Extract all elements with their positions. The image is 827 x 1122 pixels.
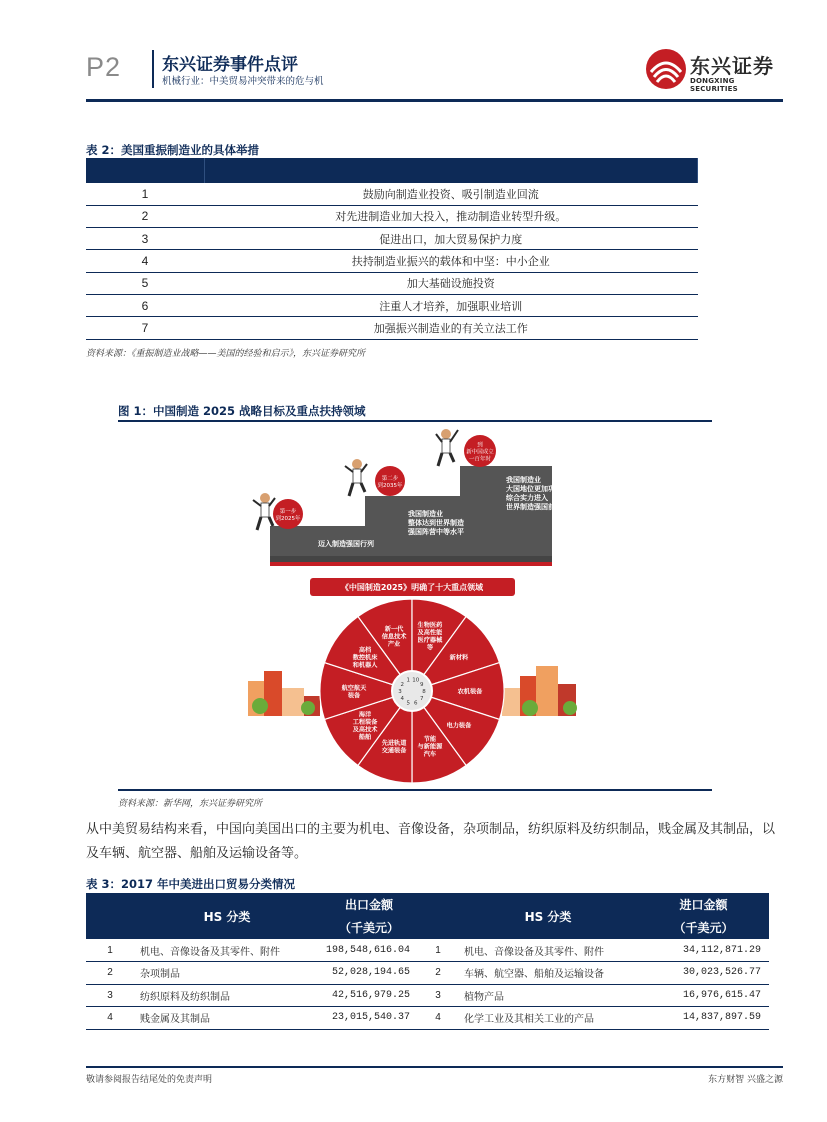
header-cell (86, 893, 134, 939)
step-text: 我国制造业 (408, 510, 443, 518)
row-number: 1 (86, 183, 204, 205)
table-row (86, 984, 769, 1007)
table-row (86, 250, 698, 272)
import-value: 16,976,615.47 (638, 984, 769, 1007)
step-text: 大国地位更加巩固 (506, 485, 562, 493)
figure1-source: 资料来源：新华网，东兴证券研究所 (118, 799, 263, 809)
report-title: 东兴证券事件点评 (162, 55, 298, 75)
table-row (86, 1007, 769, 1030)
export-value: 198,548,616.04 (320, 939, 418, 962)
sector-label: 信息技术 (381, 633, 407, 641)
import-category: 车辆、航空器、船舶及运输设备 (458, 962, 638, 985)
city-buildings-right (502, 666, 577, 716)
step-text: 我国制造业 (506, 476, 541, 484)
sector-label: 先进轨道 (381, 739, 407, 747)
measure-description: 加强振兴制造业的有关立法工作 (204, 317, 698, 339)
export-rank: 4 (86, 1007, 134, 1030)
sector-number: 7 (419, 696, 424, 703)
sector-number: 10 (412, 677, 420, 684)
logo-text: 东兴证券 (690, 54, 774, 78)
sector-label: 等 (426, 644, 434, 652)
export-rank: 3 (86, 984, 134, 1007)
step-text: 综合实力进入 (506, 494, 548, 502)
step-badge-text: 第一步 (279, 509, 297, 515)
banner (310, 578, 515, 596)
sector-label: 航空航天 (341, 684, 367, 692)
sector-label: 新一代 (384, 625, 404, 633)
sector-number: 8 (422, 689, 426, 695)
table2-caption: 表 2：美国重振制造业的具体举措 (86, 143, 260, 157)
row-number: 2 (86, 205, 204, 227)
sector-label: 电力装备 (446, 722, 472, 730)
row-number: 6 (86, 294, 204, 316)
sector-label: 及高性能 (417, 629, 443, 637)
measure-description: 鼓励向制造业投资、吸引制造业回流 (204, 183, 698, 205)
sector-number: 2 (400, 681, 405, 688)
export-value: 52,028,194.65 (320, 962, 418, 985)
sector-label: 医疗器械 (417, 637, 443, 645)
table-row (86, 272, 698, 294)
export-unit-header: （千美元） (320, 916, 418, 939)
table-row (86, 962, 769, 985)
logo-english: DONGXING SECURITIES (690, 77, 738, 93)
company-logo (645, 48, 780, 92)
sector-label: 汽车 (423, 751, 437, 759)
import-category: 植物产品 (458, 984, 638, 1007)
row-number: 3 (86, 228, 204, 250)
table3-caption: 表 3：2017 年中美进出口贸易分类情况 (86, 877, 296, 891)
staircase-base-red (270, 562, 552, 566)
sector-label: 数控机床 (352, 654, 378, 662)
import-category: 机电、音像设备及其零件、附件 (458, 939, 638, 962)
logo-mark-icon (645, 48, 687, 90)
export-category: 贱金属及其制品 (134, 1007, 320, 1030)
import-unit-header: （千美元） (638, 916, 769, 939)
import-rank: 4 (418, 1007, 458, 1030)
step-text: 强国阵营中等水平 (408, 528, 464, 536)
import-header: 进口金额 (638, 893, 769, 916)
import-value: 34,112,871.29 (638, 939, 769, 962)
sector-number: 6 (413, 700, 418, 707)
step-badge-text: 新中国成立 (466, 449, 494, 456)
table-row (86, 228, 698, 250)
trade-table (86, 893, 769, 1030)
sector-label: 交通装备 (381, 747, 407, 755)
banner-text: 《中国制造2025》明确了十大重点领域 (340, 583, 484, 592)
hs-header-left: HS 分类 (134, 893, 320, 939)
export-rank: 2 (86, 962, 134, 985)
header-separator (152, 50, 154, 88)
sector-label: 产业 (387, 640, 401, 648)
sector-number: 1 (406, 677, 411, 684)
sector-label: 船舶 (358, 733, 372, 741)
import-value: 14,837,897.59 (638, 1007, 769, 1030)
figure1-caption: 图 1：中国制造 2025 战略目标及重点扶持领域 (118, 404, 366, 418)
step-badge-text: 第二步 (381, 476, 399, 482)
table-row (86, 205, 698, 227)
header-cell (204, 158, 698, 183)
table-row (86, 939, 769, 962)
export-header: 出口金额 (320, 893, 418, 916)
sector-number: 4 (400, 696, 405, 703)
header-cell (418, 893, 458, 939)
import-category: 化学工业及其相关工业的产品 (458, 1007, 638, 1030)
sector-number: 9 (419, 681, 424, 688)
sector-label: 和机器人 (352, 661, 378, 669)
sector-label: 海洋 (358, 711, 372, 719)
figure-caption-rule (118, 420, 712, 422)
header-rule (86, 99, 783, 102)
sector-label: 及高技术 (352, 726, 378, 734)
table2-source: 资料来源：《重振制造业战略——美国的经验和启示》，东兴证券研究所 (86, 349, 366, 359)
step-text: 世界制造强国前列 (506, 503, 562, 511)
step-badge-text: 到2025年 (275, 516, 301, 522)
table-header-row (86, 158, 698, 183)
measure-description: 扶持制造业振兴的载体和中坚：中小企业 (204, 250, 698, 272)
sector-label: 与新能源 (417, 743, 443, 751)
page-number: P2 (86, 52, 122, 82)
measure-description: 注重人才培养，加强职业培训 (204, 294, 698, 316)
sector-label: 农机装备 (457, 688, 483, 696)
person-icon (253, 493, 275, 530)
header-cell (86, 158, 204, 183)
body-paragraph: 从中美贸易结构来看，中国向美国出口的主要为机电、音像设备，杂项制品，纺织原料及纺织制品，贱金属及其制品，以及车辆、航空器、船舶及运输设备等。 (86, 822, 776, 861)
measure-description: 加大基础设施投资 (204, 272, 698, 294)
export-value: 42,516,979.25 (320, 984, 418, 1007)
export-category: 纺织原料及纺织制品 (134, 984, 320, 1007)
table-row (86, 317, 698, 339)
step-badge-text: 到 (477, 442, 483, 449)
person-icon (436, 429, 458, 466)
sector-label: 工程装备 (352, 718, 378, 726)
sector-label: 新材料 (449, 654, 469, 662)
measure-description: 对先进制造业加大投入，推动制造业转型升级。 (204, 205, 698, 227)
row-number: 5 (86, 272, 204, 294)
hs-header-right: HS 分类 (458, 893, 638, 939)
import-rank: 1 (418, 939, 458, 962)
footer-slogan: 东方财智 兴盛之源 (708, 1075, 783, 1085)
sector-number: 3 (398, 689, 402, 695)
footer-rule (86, 1066, 783, 1068)
export-value: 23,015,540.37 (320, 1007, 418, 1030)
step-badge-text: 到2035年 (377, 483, 403, 489)
measure-description: 促进出口，加大贸易保护力度 (204, 228, 698, 250)
step-badge-text: 一百年时 (468, 456, 492, 463)
person-icon (345, 459, 367, 496)
sector-number: 5 (406, 700, 411, 707)
import-rank: 3 (418, 984, 458, 1007)
export-category: 机电、音像设备及其零件、附件 (134, 939, 320, 962)
ten-sectors-wheel (320, 599, 504, 783)
row-number: 4 (86, 250, 204, 272)
import-value: 30,023,526.77 (638, 962, 769, 985)
figure-bottom-rule (118, 789, 712, 791)
measures-table (86, 158, 698, 340)
table-row (86, 294, 698, 316)
export-category: 杂项制品 (134, 962, 320, 985)
city-buildings-left (248, 671, 320, 716)
step-text: 迈入制造强国行列 (318, 540, 374, 548)
report-subtitle: 机械行业：中美贸易冲突带来的危与机 (162, 76, 324, 87)
sector-label: 高档 (358, 646, 372, 654)
step-text: 整体达到世界制造 (408, 519, 464, 527)
table-row (86, 183, 698, 205)
sector-label: 装备 (347, 692, 361, 700)
footer-disclaimer: 敬请参阅报告结尾处的免责声明 (86, 1075, 213, 1085)
export-rank: 1 (86, 939, 134, 962)
row-number: 7 (86, 317, 204, 339)
sector-label: 节能 (423, 736, 437, 744)
sector-label: 生物医药 (417, 622, 443, 630)
made-in-china-2025-infographic (240, 426, 585, 786)
import-rank: 2 (418, 962, 458, 985)
